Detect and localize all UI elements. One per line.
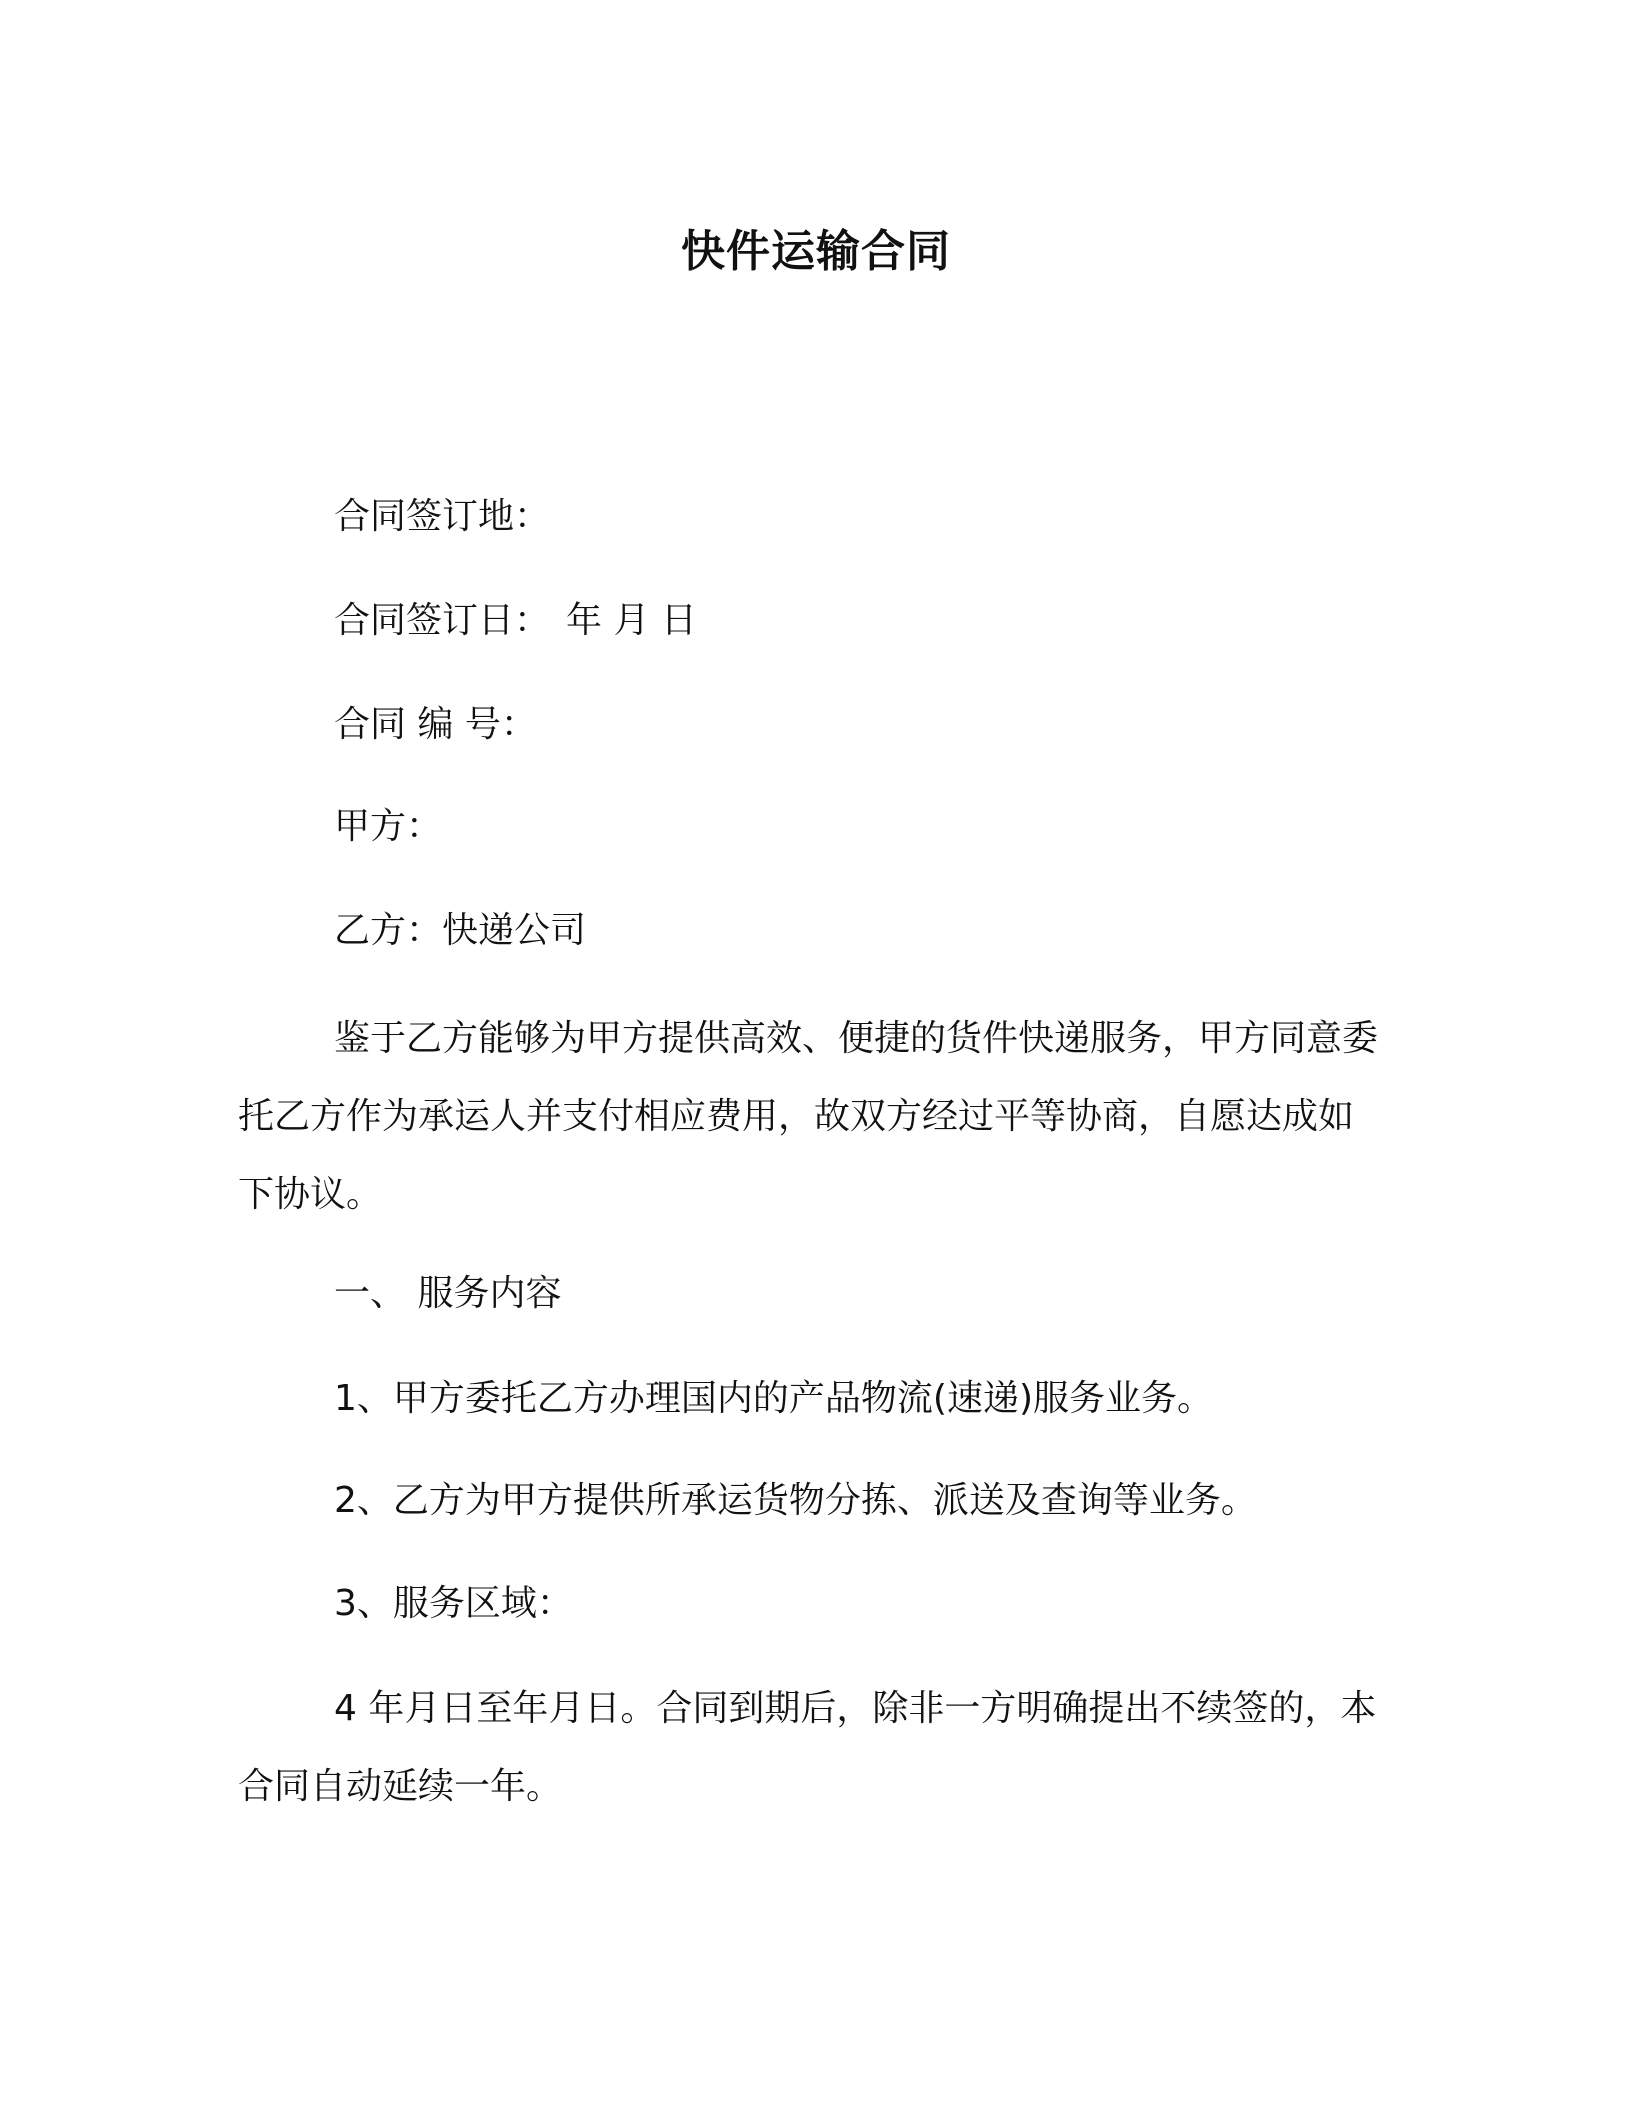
preamble-paragraph: 鉴于乙方能够为甲方提供高效、便捷的货件快递服务，甲方同意委托乙方作为承运人并支付相应费用，故双方经过平等协商，自愿达成如下协议。 bbox=[238, 1018, 1379, 1215]
party-b-value: 快递公司 bbox=[442, 910, 587, 951]
party-b-label: 乙方： bbox=[334, 910, 443, 951]
section-1-item-3: 3、服务区域： bbox=[334, 1583, 573, 1624]
sign-date-value: 年 月 日 bbox=[566, 600, 697, 641]
document-title: 快件运输合同 bbox=[681, 226, 951, 277]
party-a-label: 甲方： bbox=[334, 806, 443, 847]
sign-place-field bbox=[334, 493, 550, 541]
section-1-heading: 一、 服务内容 bbox=[334, 1273, 562, 1314]
party-b-field bbox=[334, 907, 586, 955]
section-1-item-4: 4 年月日至年月日。合同到期后，除非一方明确提出不续签的，本合同自动延续一年。 bbox=[238, 1688, 1377, 1807]
sign-date-field bbox=[334, 597, 697, 645]
party-a-field bbox=[334, 803, 442, 851]
section-1-item-1: 1、甲方委托乙方办理国内的产品物流(速递)服务业务。 bbox=[334, 1378, 1213, 1419]
section-1-item-2: 2、乙方为甲方提供所承运货物分拣、派送及查询等业务。 bbox=[334, 1480, 1257, 1521]
contract-number-field bbox=[334, 701, 537, 749]
sign-date-label: 合同签订日： bbox=[334, 600, 551, 641]
contract-number-label: 合同 编 号： bbox=[334, 704, 537, 745]
sign-place-label: 合同签订地： bbox=[334, 496, 551, 537]
